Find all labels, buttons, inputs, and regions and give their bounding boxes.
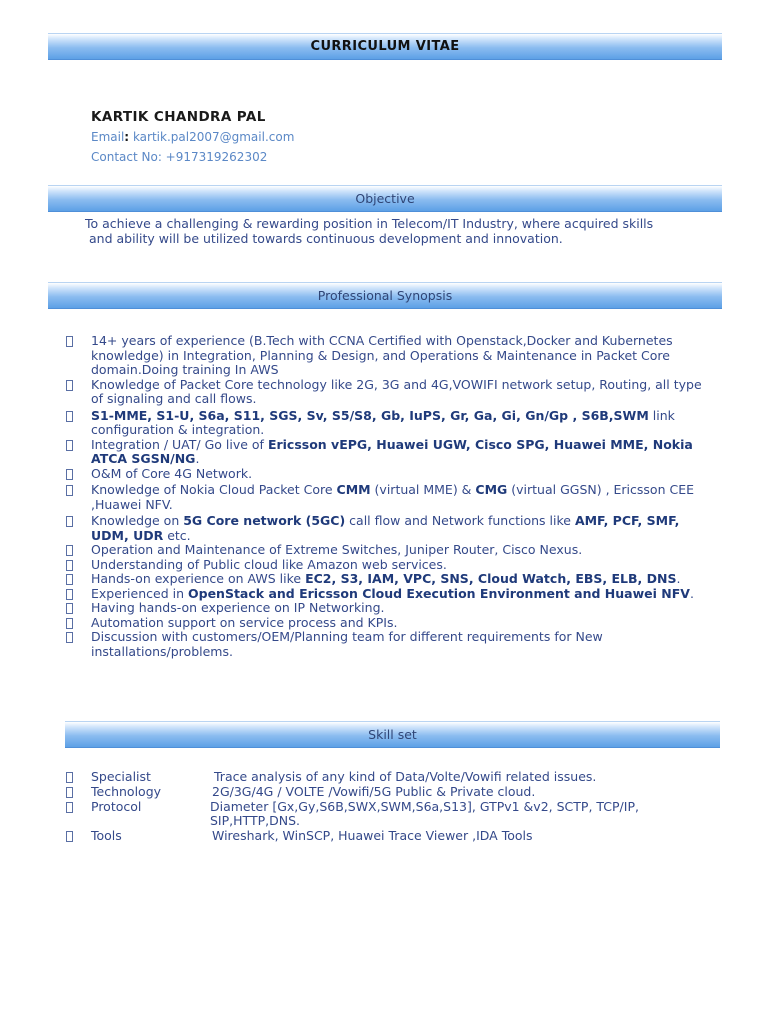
synopsis-item — [66, 409, 716, 438]
synopsis-keyword: OpenStack and Ericsson Cloud Execution Environment and Huawei NFV — [188, 585, 690, 601]
objective-header — [48, 185, 722, 212]
synopsis-text: Experienced in — [91, 585, 188, 601]
synopsis-text: call flow and Network functions like — [345, 513, 575, 528]
bullet-icon — [66, 440, 73, 451]
bullet-icon — [66, 831, 73, 842]
synopsis-heading: Professional Synopsis — [317, 288, 453, 303]
bullet-icon — [66, 772, 73, 783]
synopsis-keyword: AMF, PCF, SMF, UDM, UDR — [91, 513, 680, 543]
synopsis-text: Knowledge of Nokia Cloud Packet Core — [91, 482, 337, 497]
bullet-icon — [66, 603, 73, 614]
bullet-icon — [66, 485, 73, 496]
synopsis-text: Discussion with customers/OEM/Planning team for different requirements for New installations/problems. — [91, 629, 603, 659]
synopsis-item — [66, 334, 716, 378]
email-colon: : — [124, 130, 130, 144]
synopsis-text: 14+ years of experience (B.Tech with CCNA Certified with Openstack,Docker and Kubernetes knowledge) in Integration, Planning & Design, and Operations & Maintenance in Packet Core domain.Doing training In AWS — [91, 333, 673, 377]
synopsis-text: Knowledge of Packet Core technology like 2G, 3G and 4G,VOWIFI network setup, Routing, all type of signaling and call flows. — [91, 376, 702, 406]
skill-value: 2G/3G/4G / VOLTE /Vowifi/5G Public & Private cloud. — [212, 784, 536, 799]
bullet-icon — [66, 336, 73, 347]
contact-line: Contact No: +917319262302 — [91, 150, 268, 164]
skill-label: Specialist — [91, 769, 151, 784]
skills-header — [65, 721, 720, 748]
synopsis-item — [66, 558, 716, 573]
synopsis-item — [66, 601, 716, 616]
bullet-icon — [66, 589, 73, 600]
email-label: Email — [91, 130, 125, 144]
synopsis-text: . — [195, 451, 200, 466]
skill-value: Diameter [Gx,Gy,S6B,SWX,SWM,S6a,S13], GTPv1 &v2, SCTP, TCP/IP, — [210, 799, 639, 814]
skills-heading: Skill set — [368, 727, 417, 742]
bullet-icon — [66, 545, 73, 556]
synopsis-text: Knowledge on — [91, 513, 184, 528]
synopsis-item — [66, 572, 716, 587]
synopsis-item — [66, 543, 716, 558]
bullet-icon — [66, 380, 73, 391]
synopsis-keyword: EC2, S3, IAM, VPC, SNS, Cloud Watch, EBS, ELB, DNS — [305, 571, 677, 586]
bullet-icon — [66, 632, 73, 643]
synopsis-text: Operation and Maintenance of Extreme Switches, Juniper Router, Cisco Nexus. — [91, 542, 583, 557]
synopsis-text: (virtual GGSN) , Ericsson CEE ,Huawei NFV. — [91, 482, 694, 512]
bullet-icon — [66, 469, 73, 480]
skill-value: Trace analysis of any kind of Data/Volte/Vowifi related issues. — [214, 769, 597, 784]
synopsis-keyword: CMM — [336, 482, 371, 497]
bullet-icon — [66, 618, 73, 629]
synopsis-item — [66, 438, 716, 467]
synopsis-list — [66, 334, 716, 659]
synopsis-text: etc. — [163, 527, 191, 543]
bullet-icon — [66, 574, 73, 585]
synopsis-header — [48, 282, 722, 309]
skill-label: Protocol — [91, 799, 142, 814]
synopsis-text: Integration / UAT/ Go live of — [91, 436, 268, 452]
objective-line-2: and ability will be utilized towards continuous development and innovation. — [89, 231, 563, 246]
synopsis-text: (virtual MME) & — [370, 482, 476, 497]
synopsis-keyword: 5G Core network (5GC) — [183, 513, 346, 528]
objective-line-1: To achieve a challenging & rewarding position in Telecom/IT Industry, where acquired skills — [85, 216, 654, 231]
synopsis-text: Hands-on experience on AWS like — [91, 571, 306, 586]
bullet-icon — [66, 802, 73, 813]
synopsis-keyword: CMG — [475, 482, 508, 497]
skill-label: Tools — [91, 828, 122, 843]
synopsis-text: link configuration & integration. — [91, 407, 675, 437]
cv-title: CURRICULUM VITAE — [310, 39, 460, 54]
synopsis-item — [66, 587, 716, 602]
bullet-icon — [66, 516, 73, 527]
synopsis-item — [66, 630, 716, 659]
candidate-name: KARTIK CHANDRA PAL — [91, 109, 266, 125]
synopsis-text: O&M of Core 4G Network. — [91, 465, 253, 481]
synopsis-text: Understanding of Public cloud like Amazon web services. — [91, 556, 447, 572]
email-link[interactable]: kartik.pal2007@gmail.com — [132, 130, 295, 144]
skill-value-continued: SIP,HTTP,DNS. — [210, 813, 300, 828]
bullet-icon — [66, 787, 73, 798]
synopsis-text: Automation support on service process and KPIs. — [91, 614, 398, 630]
synopsis-text: Having hands-on experience on IP Networking. — [91, 600, 385, 615]
synopsis-keyword: Ericsson vEPG, Huawei UGW, Cisco SPG, Huawei MME, Nokia ATCA SGSN/NG — [91, 436, 693, 466]
synopsis-text: . — [676, 571, 681, 586]
synopsis-item — [66, 467, 716, 482]
objective-heading: Objective — [355, 191, 415, 206]
skill-value: Wireshark, WinSCP, Huawei Trace Viewer ,IDA Tools — [212, 828, 533, 843]
email-line — [91, 130, 294, 144]
bullet-icon — [66, 560, 73, 571]
skill-label: Technology — [91, 784, 162, 799]
synopsis-item — [66, 483, 716, 512]
synopsis-item — [66, 616, 716, 631]
objective-text — [85, 216, 695, 246]
cv-title-bar — [48, 33, 722, 60]
synopsis-item — [66, 378, 716, 407]
bullet-icon — [66, 411, 73, 422]
synopsis-item — [66, 514, 716, 543]
synopsis-keyword: S1-MME, S1-U, S6a, S11, SGS, Sv, S5/S8, Gb, IuPS, Gr, Ga, Gi, Gn/Gp , S6B,SWM — [91, 407, 649, 423]
synopsis-text: . — [689, 585, 694, 601]
